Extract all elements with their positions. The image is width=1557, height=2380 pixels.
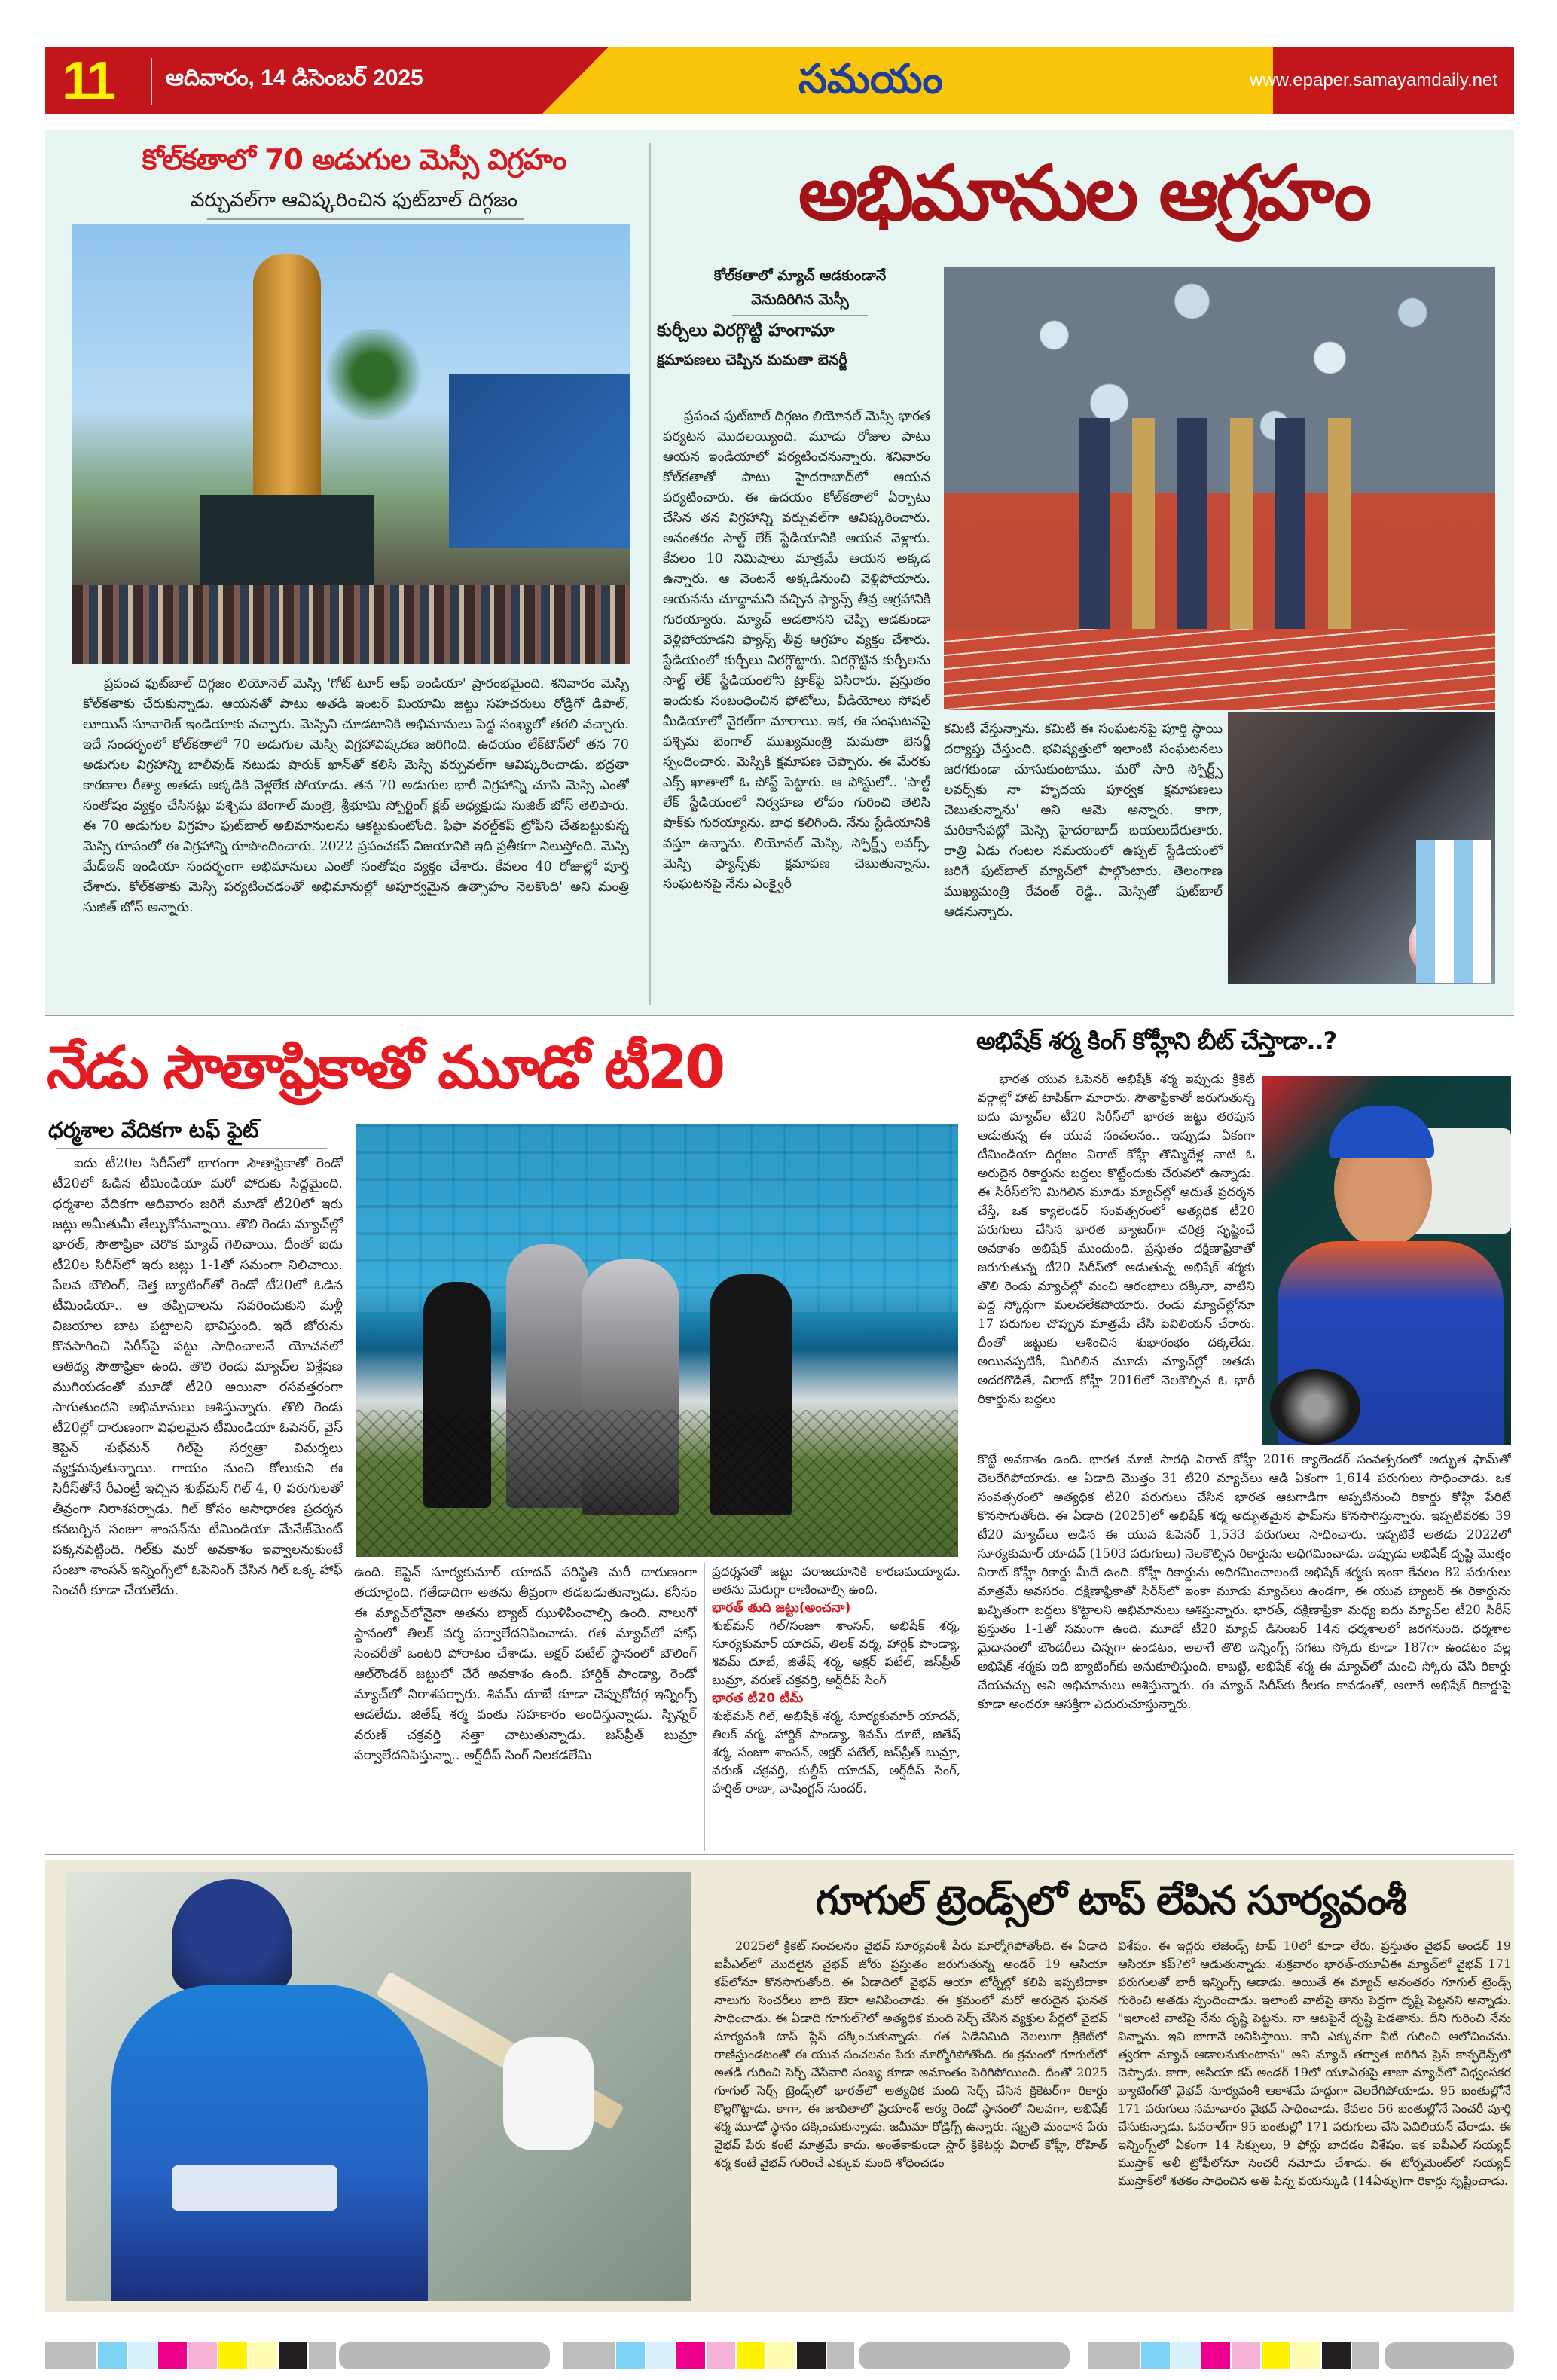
practice-net	[356, 1410, 958, 1557]
color-swatch	[1232, 2342, 1260, 2369]
google-headline: గూగుల్ ట్రెండ్స్‌లో టాప్ లేపిన సూర్యవంశీ	[815, 1878, 1406, 1924]
color-bar-3	[1088, 2342, 1381, 2369]
statue-subhead: వర్చువల్‌గా ఆవిష్కరించిన ఫుట్‌బాల్ దిగ్గజం	[190, 189, 518, 212]
color-swatch	[616, 2342, 645, 2369]
color-swatch	[279, 2342, 307, 2369]
color-swatch	[737, 2342, 765, 2369]
t20-body-col2	[354, 1563, 697, 1851]
color-swatch	[1088, 2342, 1140, 2369]
color-swatch	[98, 2342, 127, 2369]
abhishek-body-top-text: భారత యువ ఓపెనర్ అభిషేక్ శర్మ ఇప్పుడు క్రికెట్ వర్గాల్లో హాట్ టాపిక్‌గా మారారు. సౌతాఫ్రికాతో జరుగుతున్న ఐదు మ్యాచ్‌ల టీ20 సిరీస్‌లో భారత జట్టు తరఫున ఆడుతున్న ఈ యువ సంచలనం.. ఇప్పుడు ఏకంగా టీమిండియా దిగ్గజం విరాట్ కోహ్లీ తొమ్మిదేళ్ల నాటి ఓ అరుదైన రికార్డును బద్దలు కొట్టేందుకు చేరువలో ఉన్నాడు. ఈ సిరీస్‌లోని మిగిలిన మూడు మ్యాచ్‌ల్లో అదుతే ప్రదర్శన చేస్తే, ఒక క్యాలెండర్ సంవత్సరంలో అత్యధిక టీ20 పరుగులు చేసిన భారత బ్యాటర్‌గా చరిత్ర సృష్టించే అవకాశం అభిషేక్ ముందుంది. ప్రస్తుతం దక్షిణాఫ్రికాతో జరుగుతున్న టీ20 సిరీస్‌లో ఆడుతున్న అభిషేక్ శర్మకు తొలి రెండు మ్యాచ్‌ల్లో మంచి ఆరంభాలు దక్కినా, వాటిని పెద్ద స్కోర్లుగా మలచలేకపోయారు. రెండు మ్యాచ్‌ల్లోనూ 17 పరుగుల చొప్పున మాత్రమే చేసి పెవిలియన్ చేరారు. దీంతో జట్టుకు ఆశించిన శుభారంభం దక్కలేదు. అయినప్పటికీ, మిగిలిన మూడు మ్యాచ్‌ల్లో అతడు అదరగొడితే, విరాట్ కోహ్లీ 2016లో నెలకొల్పిన ఓ భారీ రికార్డును బద్దలు	[978, 1072, 1255, 1406]
abhishek-body-top	[978, 1069, 1255, 1446]
t20-body-col2-text: ఉంది. కెప్టెన్ సూర్యకుమార్ యాదవ్ పరిస్థితి మరీ దారుణంగా తయారైంది. గతేడాదిగా అతను తీవ్రంగా తడబడుతున్నాడు. కనీసం ఈ మ్యాచ్‌లోనైనా అతను బ్యాట్ ఝుళిపించాల్సి ఉంది. నాలుగో స్థానంలో తిలక్ వర్మ పర్వాలేదనిపించాడు. గత మ్యాచ్‌లో హాఫ్ సెంచరీతో ఒంటరి పోరాటం చేశాడు. అక్షర్ పటేల్ స్థానంలో బౌలింగ్ ఆల్‌రౌండర్ జట్టులో చేరే అవకాశం ఉంది. హార్దిక్ పాండ్యా, రెండో మ్యాచ్‌లో నిరాశపర్చారు. శివమ్ దూబే కూడా చెప్పుకోదగ్గ ఇన్నింగ్స్ ఆడలేదు. జితేష్ శర్మ వంతు సహకారం అందిస్తున్నాడు. స్పిన్నర్ వరుణ్ చక్రవర్తి సత్తా చాటుతున్నాడు. జస్‌ప్రీత్ బుమ్రా పర్వాలేదనిపిస్తున్నా.. అర్ష్‌దీప్ సింగ్ నిలకడలేమి	[354, 1565, 697, 1763]
color-swatch	[128, 2342, 157, 2369]
google-body-col1	[714, 1937, 1107, 2306]
color-swatch	[1352, 2342, 1379, 2369]
color-swatch	[309, 2342, 336, 2369]
t20-col-divider	[704, 1563, 705, 1851]
vaibhav-photo	[66, 1872, 691, 2301]
fans-headline: అభిమానుల ఆగ్రహం	[798, 149, 1369, 237]
statue-photo	[72, 224, 630, 664]
color-swatch	[188, 2342, 217, 2369]
section-divider	[45, 1015, 1514, 1016]
google-body-col1-text: 2025లో క్రికెట్ సంచలనం వైభవ్ సూర్యవంశీ పేరు మార్మోగిపోతోంది. ఈ ఏడాది ఐపీఎల్‌లో మొదలైన వైభవ్ జోరు ప్రస్తుతం జరుగుతున్న అండర్ 19 ఆసియా కప్‌లోనూ కొనసాగుతోంది. ఈ ఏడాదిలో వైభవ్ ఆయా టోర్నీల్లో కలిపి ఇప్పటిదాకా నాలుగు సెంచరీలు బాది ఔరా అనిపించాడు. ఈ క్రమంలో మరో అరుదైన ఘనత సాధించాడు. ఈ ఏడాది గూగుల్?లో అత్యధిక మంది సెర్చ్ చేసిన వ్యక్తుల పేర్లలో వైభవ్ సూర్యవంశీ టాప్ ప్లేస్ దక్కించుకున్నాడు. గత ఏడేనిమిది నెలలుగా క్రికెట్‌లో రాణిస్తుండటంతో ఈ యువ సంచలనం పేరు మార్మోగిపోతోంది. ఈ క్రమంలో గూగుల్‌లో అతడి గురించి సెర్చ్ చేసేవారి సంఖ్య కూడా అమాంతం పెరిగిపోయింది. దీంతో 2025 గూగుల్ సెర్చ్ ట్రెండ్స్‌లో భారత్‌లో అత్యధిక మంది సెర్చ్ చేసిన క్రికెటర్‌గా రికార్డు కొల్లగొట్టాడు. కాగా, ఈ జాబితాలో ప్రియాంశ్ ఆర్య రెండో స్థానంలో నిలవగా, అభిషేక్ శర్మ మూడో స్థానం దక్కించుకున్నాడు. జమీమా రోడ్రిగ్స్ ఉన్నారు. స్మృతి మంధాన పేరు వైభవ్ పేరు కంటే మాత్రమే కాదు. అంతేకాకుండా స్టార్ క్రికెటర్లు విరాట్ కోహ్లీ, రోహిత్ శర్మ కంటే వైభవ్ గురించే ఎక్కువ మంది శోధించడం	[714, 1939, 1107, 2170]
palm-tree	[321, 329, 426, 420]
gray-pill-2	[859, 2342, 1070, 2369]
color-swatch	[797, 2342, 826, 2369]
t20-headline: నేడు సౌతాఫ్రికాతో మూడో టీ20	[47, 1034, 723, 1102]
statue-figure	[253, 254, 321, 502]
team-heading-probable: భారత్ తుది జట్టు(అంచనా)	[712, 1600, 851, 1616]
masthead	[45, 47, 1514, 114]
t20-body-col3-text: ప్రదర్శనతో జట్టు పరాజయానికి కారణమయ్యాడు. అతను మెరుగ్గా రాణించాల్సి ఉంది.	[712, 1564, 960, 1597]
masthead-date: ఆదివారం, 14 డిసెంబర్ 2025	[166, 66, 423, 90]
t20-subhead-rule	[56, 1148, 327, 1149]
color-swatch	[45, 2342, 96, 2369]
practice-photo	[356, 1124, 958, 1557]
masthead-divider	[151, 58, 152, 105]
color-swatch	[1322, 2342, 1351, 2369]
chairs-photo	[944, 267, 1495, 710]
abhishek-body-bottom-text: కొట్టే అవకాశం ఉంది. భారత మాజీ సారథి విరాట్ కోహ్లీ 2016 క్యాలెండర్ సంవత్సరంలో అద్భుత ఫామ్‌తో చెలరేగిపోయాడు. ఆ ఏడాది మొత్తం 31 టీ20 మ్యాచ్‌లు ఆడి ఏకంగా 1,614 పరుగులు సాధించాడు. ఒక సంవత్సరంలో అత్యధిక టీ20 పరుగులు చేసిన భారత ఆటగాడిగా అప్పటినుంచి రికార్డు కోహ్లీ పేరిటే కొనసాగుతోంది. ఈ ఏడాది (2025)లో అభిషేక్ శర్మ అద్భుతమైన ఫామ్‌ను కొనసాగిస్తున్నారు. ఇప్పటివరకు 39 టీ20 మ్యాచ్‌లు ఆడిన ఈ యువ ఓపెనర్ 1,533 పరుగులు సాధించారు. ఇప్పటికే అతడు 2022లో సూర్యకుమార్ యాదవ్ (1503 పరుగులు) నెలకొల్పిన రికార్డును అధిగమించాడు. ఇప్పుడు అభిషేక్ ద‌ృష్టి మొత్తం విరాట్ కోహ్లీ రికార్డు మీదే ఉంది. కోహ్లీ రికార్డును అధిగమించాలంటే అభిషేక్ శర్మకు ఇంకా కేవలం 82 పరుగులు మాత్రమే అవసరం. దక్షిణాఫ్రికాతో సిరీస్‌లో ఇంకా మూడు మ్యాచ్‌లు ఉండగా, ఈ యువ బ్యాటర్ ఈ రికార్డును ఖచ్చితంగా బద్దలు కొట్టాలని అభిమానులు ఆశిస్తున్నారు. భారత్, దక్షిణాఫ్రికా మధ్య ఐదు మ్యాచ్‌ల టీ20 సిరీస్ ప్రస్తుతం 1-1తో సమంగా ఉంది. మూడో టీ20 మ్యాచ్ డిసెంబర్ 14న ధర్మశాలలో జరగనుంది. ధర్మశాల మైదానంలో బౌండరీలు చిన్నగా ఉండటం, అలాగే తొలి ఇన్నింగ్స్ సగటు స్కోరు కూడా 187గా ఉండటం వల్ల అభిషేక్ శర్మకు ఇది బ్యాటింగ్‌కు అనుకూలిస్తుంది. కాబట్టి, అభిషేక్ శర్మ ఈ మ్యాచ్‌లో మంచి స్కోరు చేసి రికార్డు చేయవచ్చు అని అభిమానులు ఆశిస్తున్నారు. ఈ మ్యాచ్ సిరీస్‌కు కీలకం కావడంతో, అలాగే అభిషేక్ రికార్డుపై కూడా అందరూ ఆసక్తిగా ఎదురుచూస్తున్నారు.	[978, 1452, 1511, 1711]
abhishek-photo	[1262, 1076, 1511, 1445]
google-body-col2-text: విశేషం. ఈ ఇద్దరు లెజెండ్స్ టాప్ 10లో కూడా లేరు. ప్రస్తుతం వైభవ్ అండర్ 19 ఆసియా కప్?లో ఆడుతున్నాడు. శుక్రవారం భారత్-యూఏఈ మ్యాచ్‌లో వైభవ్ 171 పరుగులతో భారీ ఇన్నింగ్స్ ఆడాడు. అయితే ఈ మ్యాచ్ అనంతరం గూగుల్ ట్రెండ్స్ గురించి అతడు స్పందించాడు. ఇలాంటి వాటిపై తాను పెద్దగా ద‌ృష్టి పెట్టనని అన్నాడు. "ఇలాంటి వాటిపై నేను ద‌ృష్టి పెట్టను. నా ఆటపైనే ద‌ృష్టి పెడతాను. దీని గురించి నేను విన్నాను. ఇవి బాగానే అనిపిస్తాయి. కానీ ఎక్కువగా వీటి గురించి ఆలోచించను. త్వరగా మ్యాచ్ ఆడాలనుకుంటాను" అని మ్యాచ్ తర్వాత జరిగిన ప్రెస్ కాన్ఫరెన్స్‌లో చెప్పాడు. కాగా, ఆసియా కప్ అండర్ 19లో యూఏఈపై తాజా మ్యాచ్‌లో విధ్వంసకర బ్యాటింగ్‌తో వైభవ్ సూర్యవంశీ ఆకాశమే హద్దుగా చెలరేగిపోయాడు. 95 బంతుల్లోనే 171 పరుగులు సమాచారం వైభవ్ సాధించాడు. కేవలం 56 బంతుల్లోనే సెంచరీ పూర్తి చేసుకున్నాడు. ఓవరాల్‌గా 95 బంతుల్లో 171 పరుగులు చేసి పెవిలియన్ చేరాడు. ఈ ఇన్నింగ్స్‌లో ఏకంగా 14 సిక్సులు, 9 ఫోర్లు బాదడం విశేషం. ఇక ఐపీఎల్ సయ్యద్ ముస్తాక్ అలీ ట్రోఫీలోనూ సెంచరీ నమోదు చేశాడు. ఈ టోర్నమెంట్‌లో సయ్యద్ ముస్తాక్‌లో శతకం సాధించిన అతి పిన్న వయస్కుడి (14ఏళ్ళు)గా రికార్డు సృష్టించాడు.	[1118, 1939, 1511, 2188]
color-swatch	[1201, 2342, 1230, 2369]
color-swatch	[563, 2342, 615, 2369]
color-bar-2	[563, 2342, 856, 2369]
stadium-track	[944, 629, 1495, 710]
color-bar-1	[45, 2342, 337, 2369]
player-cap	[1329, 1106, 1434, 1158]
page-number: 11	[62, 51, 114, 111]
boy-jersey	[1416, 840, 1491, 983]
player-body	[111, 1985, 428, 2301]
team-squad-list: శుభ్‌మన్ గిల్, అభిషేక్ శర్మ, సూర్యకుమార్ యాదవ్, తిలక్ వర్మ, హార్దిక్ పాండ్యా, శివమ్ దూబే, జితేష్ శర్మ, సంజూ శాంసన్, అక్షర్ పటేల్, జస్‌ప్రీత్ బుమ్రా, వరుణ్ చక్రవర్తి, కుల్దీప్ యాదవ్, అర్ష్‌దీప్ సింగ్, హర్షిత్ రాణా, వాషింగ్టన్ సుందర్.	[712, 1709, 960, 1796]
fans-kicker-line-2: వెనుదిరిగిన మెస్సీ	[751, 291, 849, 308]
color-swatch	[1171, 2342, 1200, 2369]
statue-pedestal	[200, 495, 374, 600]
newspaper-logo: సమయం	[798, 55, 943, 102]
abhishek-body-bottom	[978, 1450, 1511, 1851]
helmet	[172, 1879, 292, 1992]
color-swatch	[249, 2342, 277, 2369]
t20-subhead: ధర్మశాల వేదికగా టఫ్ ఫైట్	[48, 1118, 259, 1143]
fans-body	[663, 407, 930, 1005]
t20-body-col1	[53, 1154, 343, 1851]
statue-subhead-rule	[207, 218, 524, 220]
fans-subhead-2: క్షమాపణలు చెప్పిన మమతా బెనర్జీ	[657, 352, 847, 368]
statue-body	[83, 674, 629, 1005]
apollo-tyres-logo	[172, 2165, 337, 2211]
fans-kicker	[657, 265, 943, 377]
color-swatch	[1141, 2342, 1170, 2369]
color-swatch	[827, 2342, 854, 2369]
t20-body-col3	[712, 1563, 960, 1851]
color-swatch	[1292, 2342, 1320, 2369]
epaper-url[interactable]: www.epaper.samayamdaily.net	[1249, 70, 1497, 90]
fans-body-continued-text: కమిటీ వేస్తున్నాను. కమిటీ ఈ సంఘటనపై పూర్తి స్థాయి దర్యాప్తు చేస్తుంది. భవిష్యత్తులో ఇలాంటి సంఘటనలు జరగకుండా చూసుకుంటాము. మరో సారి స్పోర్ట్స్ లవర్స్‌కు నా హృదయ పూర్వక క్షమాపణలు చెబుతున్నాను' అని ఆమె అన్నారు. కాగా, మరికాసేపట్లో మెస్సి హైదరాబాద్ బయలుదేరుతారు. రాత్రి ఏడు గంటల సమయంలో ఉప్పల్ స్టేడియంలో జరిగే ఫుట్‌బాల్ మ్యాచ్‌లో పాల్గొంటారు. తెలంగాణ ముఖ్యమంత్రి రేవంత్ రెడ్డి.. మెస్సితో ఫుట్‌బాల్ ఆడనున్నారు.	[944, 722, 1223, 920]
police-figures	[1079, 418, 1366, 636]
fans-body-text: ప్రపంచ ఫుట్‌బాల్ దిగ్గజం లియోనల్ మెస్సి భారత పర్యటన మొదలయ్యింది. మూడు రోజుల పాటు ఆయన ఇండియాలో పర్యటించనున్నారు. శనివారం కోల్‌కతాతో పాటు హైదరాబాద్‌లో ఆయన పర్యటించారు. ఈ ఉదయం కోల్‌కతాలో ఏర్పాటు చేసిన తన విగ్రహాన్ని వర్చువల్‌గా ఆవిష్కరించారు. అనంతరం సాల్ట్ లేక్ స్టేడియానికి ఆయన వెళ్లారు. కేవలం 10 నిమిషాలు మాత్రమే ఆయన అక్కడ ఉన్నారు. ఆ వెంటనే అక్కడినుంచి వెళ్లిపోయారు. ఆయనను చూద్దామని వచ్చిన ఫ్యాన్స్ తీవ్ర ఆగ్రహానికి గురయ్యారు. మ్యాచ్ ఆడతానని చెప్పి ఆడకుండా వెళ్లిపోయాడని ఫ్యాన్స్ తీవ్ర ఆగ్రహం వ్యక్తం చేశారు. స్టేడియంలో కుర్చీలు విరగ్గొట్టారు. విరగ్గొట్టిన కుర్చీలను సాల్ట్ లేక్ స్టేడియంలోని ట్రాక్‌పై విసిరారు. ప్రస్తుతం ఇందుకు సంబంధించిన ఫోటోలు, వీడియోలు సోషల్ మీడియాలో వైరల్‌గా మారాయి. ఇక, ఈ సంఘటనపై పశ్చిమ బెంగాల్ ముఖ్యమంత్రి మమతా బెనర్జీ స్పందించారు. మెస్సికి క్షమాపణ చెప్పారు. ఈ మేరకు ఎక్స్ ఖాతాలో ఓ పోస్ట్ పెట్టారు. ఆ పోస్టులో.. 'సాల్ట్ లేక్ స్టేడియంలో నిర్వహణ లోపం గురించి తెలిసి షాక్‌కు గురయ్యాను. బాధ కలిగింది. నేను స్టేడియానికి వస్తూ ఉన్నాను. లియోనల్ మెస్సి, స్పోర్ట్స్ లవర్స్, మెస్సి ఫ్యాన్స్‌కు క్షమాపణ చెబుతున్నాను. సంఘటనపై నేను ఎంక్వైరీ	[663, 409, 930, 892]
section-divider-2	[45, 1854, 1514, 1855]
fans-subhead-1: కుర్చీలు విరగ్గొట్టి హంగామా	[657, 321, 835, 340]
fans-kicker-line-1: కోల్‌కతాలో మ్యాచ్ ఆడకుండానే	[713, 267, 887, 284]
color-swatch	[676, 2342, 705, 2369]
google-body-col2	[1118, 1937, 1511, 2306]
gray-pill-1	[339, 2342, 550, 2369]
color-swatch	[646, 2342, 675, 2369]
column-divider	[649, 143, 651, 1005]
trophy	[1270, 1369, 1360, 1445]
team-probable-list: శుభ్‌మన్ గిల్/సంజూ శాంసన్, అభిషేక్ శర్మ, సూర్యకుమార్ యాదవ్, తిలక్ వర్మ, హార్దిక్ పాండ్యా, శివమ్ దూబే, జితేష్ శర్మ, అక్షర్ పటేల్, జస్‌ప్రీత్ బుమ్రా, వరుణ్ చక్రవర్తి, అర్ష్‌దీప్ సింగ్	[712, 1619, 960, 1687]
statue-body-text: ప్రపంచ ఫుట్‌బాల్ దిగ్గజం లియోనెల్ మెస్సి 'గోట్ టూర్ ఆఫ్ ఇండియా' ప్రారంభమైంది. శనివారం మెస్సి కోల్‌కతాకు చేరుకున్నాడు. ఆయనతో పాటు అతడి ఇంటర్ మియామి జట్టు సహచరులు రోడ్రిగో డిపాల్, లూయిస్ సూవారెజ్ ఇండియాకు వచ్చారు. మెస్సిని చూడటానికి అభిమానులు పెద్ద సంఖ్యలో తరలి వచ్చారు. ఇదే సందర్భంలో కోల్‌కతాలో 70 అడుగుల మెస్సి విగ్రహావిష్కరణ జరిగింది. ఉదయం లేక్‌టౌన్‌లో తన 70 అడుగుల విగ్రహాన్ని బాలీవుడ్ నటుడు షారుక్ ఖాన్‌తో కలిసి మెస్సి వర్చువల్‌గా ఆవిష్కరించాడు. భద్రతా కారణాల రీత్యా అతడు అక్కడికి వెళ్లలేక పోయాడు. తన 70 అడుగుల భారీ విగ్రహాన్ని చూసి మెస్సి ఎంతో సంతోషం వ్యక్తం చేసినట్లు పశ్చిమ బెంగాల్ మంత్రి, శ్రీభూమి స్పోర్టింగ్ క్లబ్ అధ్యక్షుడు సుజిత్ బోస్ తెలిపారు. ఈ 70 అడుగుల విగ్రహం ఫుట్‌బాల్ అభిమానులను ఆకట్టుకుంటోంది. ఫిఫా వరల్డ్‌కప్ ట్రోఫీని చేతబట్టుకున్న మెస్సి రూపంలో ఈ విగ్రహాన్ని రూపొందించారు. 2022 ప్రపంచకప్ విజయానికి ఇది ప్రతీకగా నిలుస్తోంది. మెస్సి మేడ్‌ఇన్ ఇండియా సందర్భంగా అభిమానులు ఎంతో సంతోషం వ్యక్తం చేశారు. కేవలం 40 రోజుల్లో పూర్తి చేశారు. కోల్‌కతాకు మెస్సి పర్యటించడంతో అభిమానుల్లో అపూర్వమైన ఉత్సాహం నెలకొంది' అని మంత్రి సుజిత్ బోస్ అన్నారు.	[83, 676, 629, 915]
gray-pill-3	[1385, 2342, 1514, 2369]
color-swatch	[767, 2342, 795, 2369]
t20-body-col1-text: ఐదు టీ20ల సిరీస్‌లో భాగంగా సౌతాఫ్రికాతో రెండో టీ20లో ఓడిన టీమిండియా మరో పోరుకు సిద్ధమైంది. ధర్మశాల వేదికగా ఆదివారం జరిగే మూడో టీ20లో ఇరు జట్లు అమీతుమీ తేల్చుకోనున్నాయి. తొలి రెండు మ్యాచ్‌ల్లో భారత్, సౌతాఫ్రికా చెరొక మ్యాచ్ గెలిచాయి. దీంతో ఐదు టీ20ల సిరీస్‌లో ఇరు జట్లు 1-1తో సమంగా నిలిచాయి. పేలవ బౌలింగ్, చెత్త బ్యాటింగ్‌తో రెండో టీ20లో ఓడిన టీమిండియా.. ఆ తప్పిదాలను సవరించుకుని మళ్లీ విజయాల బాట పట్టాలని భావిస్తుంది. ఇదే జోరును కొనసాగించి సిరీస్‌పై పట్టు సాధించాలనే యోచనలో ఆతిథ్య సౌతాఫ్రికా ఉంది. తొలి రెండు మ్యాచ్‌ల విశ్లేషణ ముగియడంతో మూడో టీ20 అయినా రసవత్తరంగా సాగుతుందని అభిమానులు ఆశిస్తున్నారు. తొలి రెండు టీ20ల్లో దారుణంగా విఫలమైన టీమిండియా ఓపెనర్, వైస్ కెప్టెన్ శుభ్‌మన్ గిల్‌పై సర్వత్రా విమర్శలు వ్యక్తమవుతున్నాయి. గాయం నుంచి కోలుకుని ఈ సిరీస్‌తోనే రీఎంట్రీ ఇచ్చిన శుభ్‌మన్ గిల్ 4, 0 పరుగులతో తీవ్రంగా నిరాశపర్చాడు. గిల్ కోసం అసాధారణ ప్రదర్శన కనబర్చిన సంజూ శాంసన్‌ను టీమిండియా మేనేజ్‌మెంట్ పక్కనపెట్టింది. గిల్‌కు మరో అవకాశం ఇవ్వాలనుకుంటే సంజూ శాంసన్ ఇన్నింగ్స్‌లో ఓపెనింగ్ చేసిన గిల్ ఒక్క హాఫ్ సెంచరీ కూడా చేయలేదు.	[53, 1156, 343, 1598]
color-swatch	[1262, 2342, 1290, 2369]
fans-body-continued	[944, 719, 1223, 1005]
statue-headline: కోల్‌కతాలో 70 అడుగుల మెస్సీ విగ్రహం	[142, 143, 566, 176]
color-swatch	[707, 2342, 735, 2369]
abhishek-headline: అభిషేక్ శర్మ కింగ్ కోహ్లీని బీట్ చేస్తాడా..?	[976, 1027, 1337, 1055]
color-swatch	[218, 2342, 247, 2369]
team-heading-squad: భారత టీ20 టీమ్	[712, 1691, 804, 1706]
crowd	[72, 585, 630, 664]
color-swatch	[158, 2342, 187, 2369]
screen-banner	[449, 374, 630, 548]
glove	[503, 2037, 594, 2150]
messi-crowd-photo	[1228, 712, 1495, 984]
kicker-rule	[732, 315, 868, 316]
